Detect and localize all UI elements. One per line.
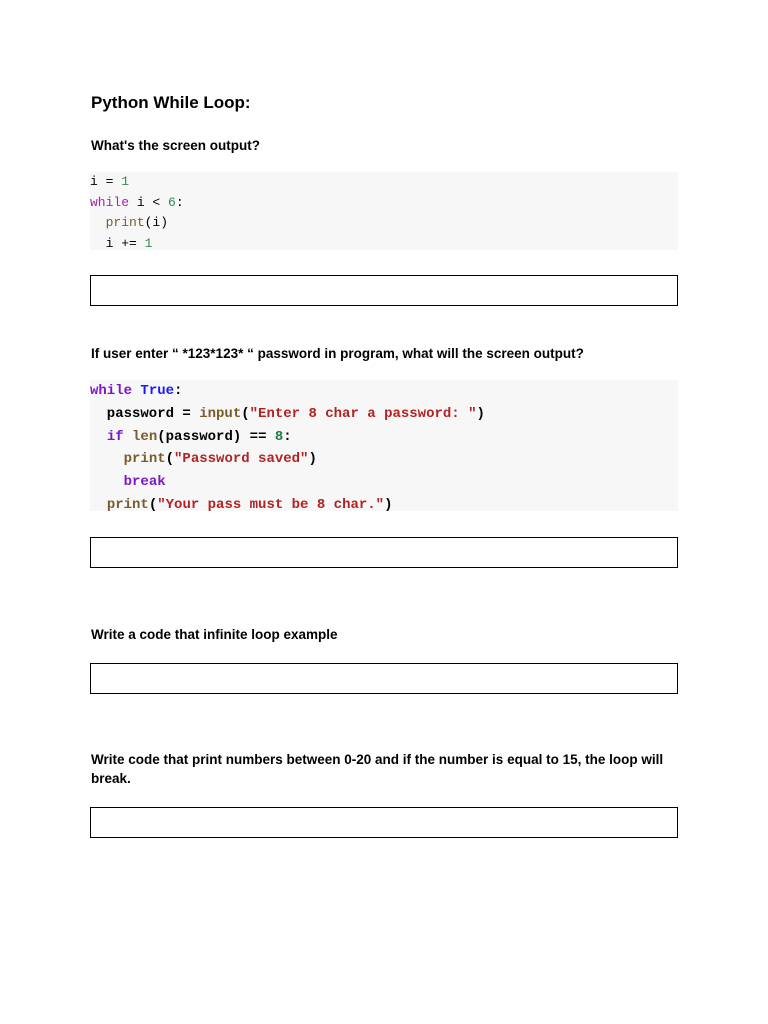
code-token: "Your pass must be 8 char." [157, 496, 385, 513]
code1-line-4 [90, 234, 678, 255]
code-token [90, 215, 106, 230]
code-token: 1 [144, 235, 153, 251]
code-token: : [175, 194, 184, 210]
code-block-2 [90, 380, 678, 511]
code1-line-2 [90, 193, 678, 214]
code-token: : [283, 428, 292, 445]
code-token: ) [476, 405, 485, 422]
code2-line-6 [90, 494, 678, 517]
code-token: break [123, 474, 166, 491]
page-title: Python While Loop: [91, 93, 251, 112]
code-token: 1 [121, 174, 130, 189]
code-token: ( [241, 405, 250, 422]
answer-box-3[interactable] [90, 663, 678, 694]
code-token: password = [90, 405, 200, 422]
question-1: What's the screen output? [91, 138, 260, 153]
code-token: len [132, 428, 158, 445]
code-token [90, 474, 124, 490]
code2-line-5 [90, 471, 678, 494]
code-token [90, 451, 124, 467]
code2-line-2 [90, 403, 678, 426]
question-2: If user enter “ *123*123* “ password in program, what will the screen output? [91, 346, 584, 361]
code-token: print [105, 215, 145, 231]
code-token [124, 429, 132, 445]
code-token: (i) [144, 215, 169, 231]
code-token: while [90, 194, 130, 210]
code-token: 6 [168, 194, 176, 210]
code-token: ( [165, 451, 175, 468]
code2-line-4 [90, 448, 678, 471]
code-token: i < [129, 194, 169, 210]
code-token: i = [90, 174, 122, 189]
code-token: input [199, 405, 242, 422]
code-token: 8 [274, 428, 284, 445]
code-token: "Password saved" [174, 451, 309, 468]
code-token [90, 429, 107, 445]
answer-box-4[interactable] [90, 807, 678, 838]
code-token: True [140, 383, 175, 399]
code-token: ) [308, 451, 317, 468]
code1-line-1 [90, 172, 678, 193]
question-4: Write code that print numbers between 0-20 and if the number is equal to 15, the loop will break. [91, 752, 664, 786]
answer-box-2[interactable] [90, 537, 678, 568]
code-token: i += [90, 235, 145, 251]
answer-box-1[interactable] [90, 275, 678, 306]
code-token: print [123, 451, 166, 468]
code-token: (password) == [157, 428, 275, 445]
code2-line-3 [90, 426, 678, 449]
code-token: ( [148, 496, 158, 513]
code-token: if [106, 428, 124, 445]
question-3: Write a code that infinite loop example [91, 627, 338, 642]
code-token: ) [384, 496, 393, 513]
code-token: while [90, 383, 133, 399]
code-block-1 [90, 172, 678, 250]
code1-line-3 [90, 213, 678, 234]
code-token [90, 497, 107, 513]
code-token: print [106, 496, 149, 513]
code2-line-1 [90, 380, 678, 403]
code-token: "Enter 8 char a password: " [249, 405, 477, 422]
code-token: : [174, 383, 183, 399]
